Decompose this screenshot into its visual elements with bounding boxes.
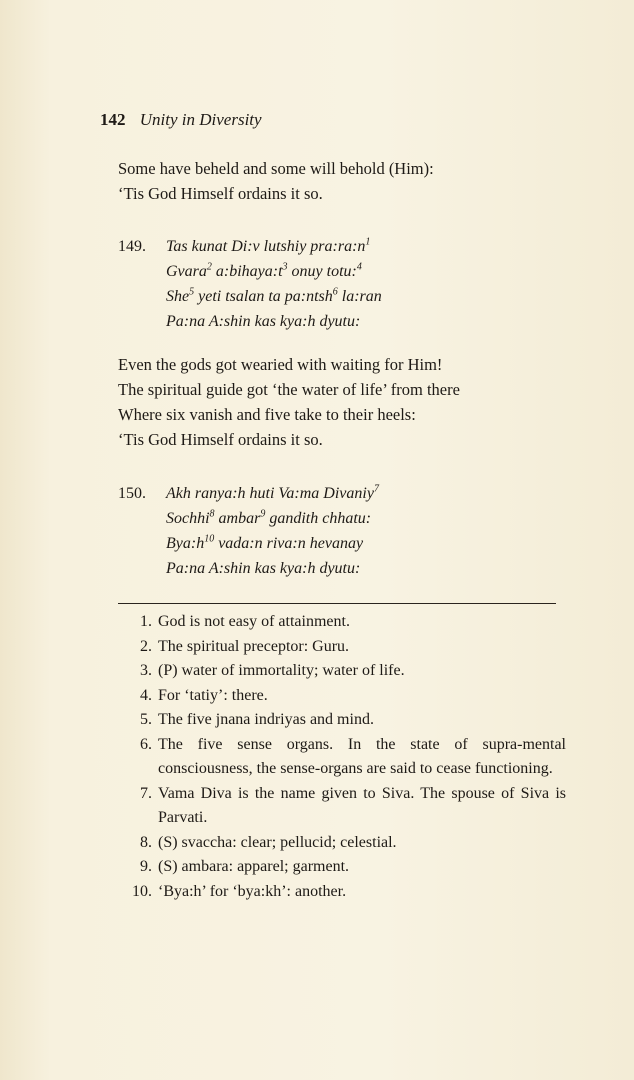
footnote-text: (P) water of immortality; water of life.	[158, 662, 405, 679]
verse-line: Even the gods got wearied with waiting for Him!	[118, 355, 443, 374]
footnote-text: God is not easy of attainment.	[158, 613, 350, 630]
footnote	[112, 782, 566, 831]
footnote-text: The five jnana indriyas and mind.	[158, 711, 374, 728]
translit-line: Tas kunat Di:v lutshiy $pra:ra:n^1$	[166, 236, 371, 255]
footnote-number: 6.	[140, 735, 152, 753]
footnote-number: 10.	[132, 882, 152, 900]
footnote-number: 7.	[140, 784, 152, 802]
footnote-text: For ‘tatiy’: there.	[158, 686, 268, 704]
footnote-number: 4.	[140, 686, 152, 704]
translit-line: Gvara$^2$ $a:bihaya:t^3$ onuy totu:$^4$	[166, 261, 362, 280]
footnote	[112, 708, 566, 733]
translit-line: Pa:na A:shin kas kya:h dyutu:	[166, 313, 361, 330]
running-header	[100, 110, 262, 130]
translit-line: She$^5$ yeti tsalan ta pa:ntsh$^6$ la:ran	[166, 286, 382, 305]
translit-line: Sochhi$^8$ ambar$^9$ gandith chhatu:	[166, 508, 372, 527]
footnote-number: 3.	[140, 662, 152, 679]
footnote	[112, 610, 566, 635]
translit-line: Akh ranya:h huti Va:ma Divaniy$^7$	[166, 483, 379, 502]
footnote-text: (S) svaccha: clear; pellucid; celestial.	[158, 833, 397, 851]
footnote-text: (S) ambara: apparel; garment.	[158, 858, 350, 875]
translit-line: Pa:na A:shin kas kya:h dyutu:	[166, 560, 361, 577]
running-title: Unity in Diversity	[139, 110, 262, 129]
verse-149-translation	[118, 352, 558, 452]
verse-line: Where six vanish and five take to their heels:	[118, 405, 416, 424]
footnote-number: 1.	[140, 613, 152, 630]
verse-number: 150.	[118, 485, 146, 502]
verse-number: 149.	[118, 238, 146, 255]
verse-line: ‘Tis God Himself ordains it so.	[118, 184, 323, 203]
footnote	[112, 684, 566, 709]
footnote-text: ‘Bya:h’ for ‘bya:kh’: another.	[158, 882, 347, 900]
footnote	[112, 635, 566, 660]
translit-line: $Bya:h^{10}$ vada:n riva:n hevanay	[166, 533, 364, 552]
footnote-text: The spiritual preceptor: Guru.	[158, 637, 350, 655]
footnote	[112, 733, 566, 782]
footnote-rule	[118, 603, 556, 604]
verse-149-transliteration	[118, 234, 382, 334]
page-number: 142	[100, 110, 126, 129]
footnote-number: 8.	[140, 833, 152, 851]
footnote-text: Vama Diva is the name given to Siva. The spouse of Siva is Parvati.	[158, 784, 566, 826]
footnote	[112, 831, 566, 856]
verse-line: Some have beheld and some will behold (Him):	[118, 159, 434, 178]
footnotes	[112, 610, 566, 904]
stanza-148-ending	[118, 156, 434, 206]
verse-line: ‘Tis God Himself ordains it so.	[118, 430, 323, 449]
verse-line: The spiritual guide got ‘the water of life’ from there	[118, 380, 460, 399]
footnote-text: The five sense organs. In the state of supra-mental consciousness, the sense-organs are said to cease functioning.	[158, 735, 566, 777]
footnote	[112, 855, 566, 880]
footnote-number: 2.	[140, 637, 152, 655]
footnote-number: 5.	[140, 711, 152, 728]
verse-150-transliteration	[118, 481, 379, 581]
footnote	[112, 880, 566, 905]
footnote	[112, 659, 566, 684]
footnote-number: 9.	[140, 858, 152, 875]
